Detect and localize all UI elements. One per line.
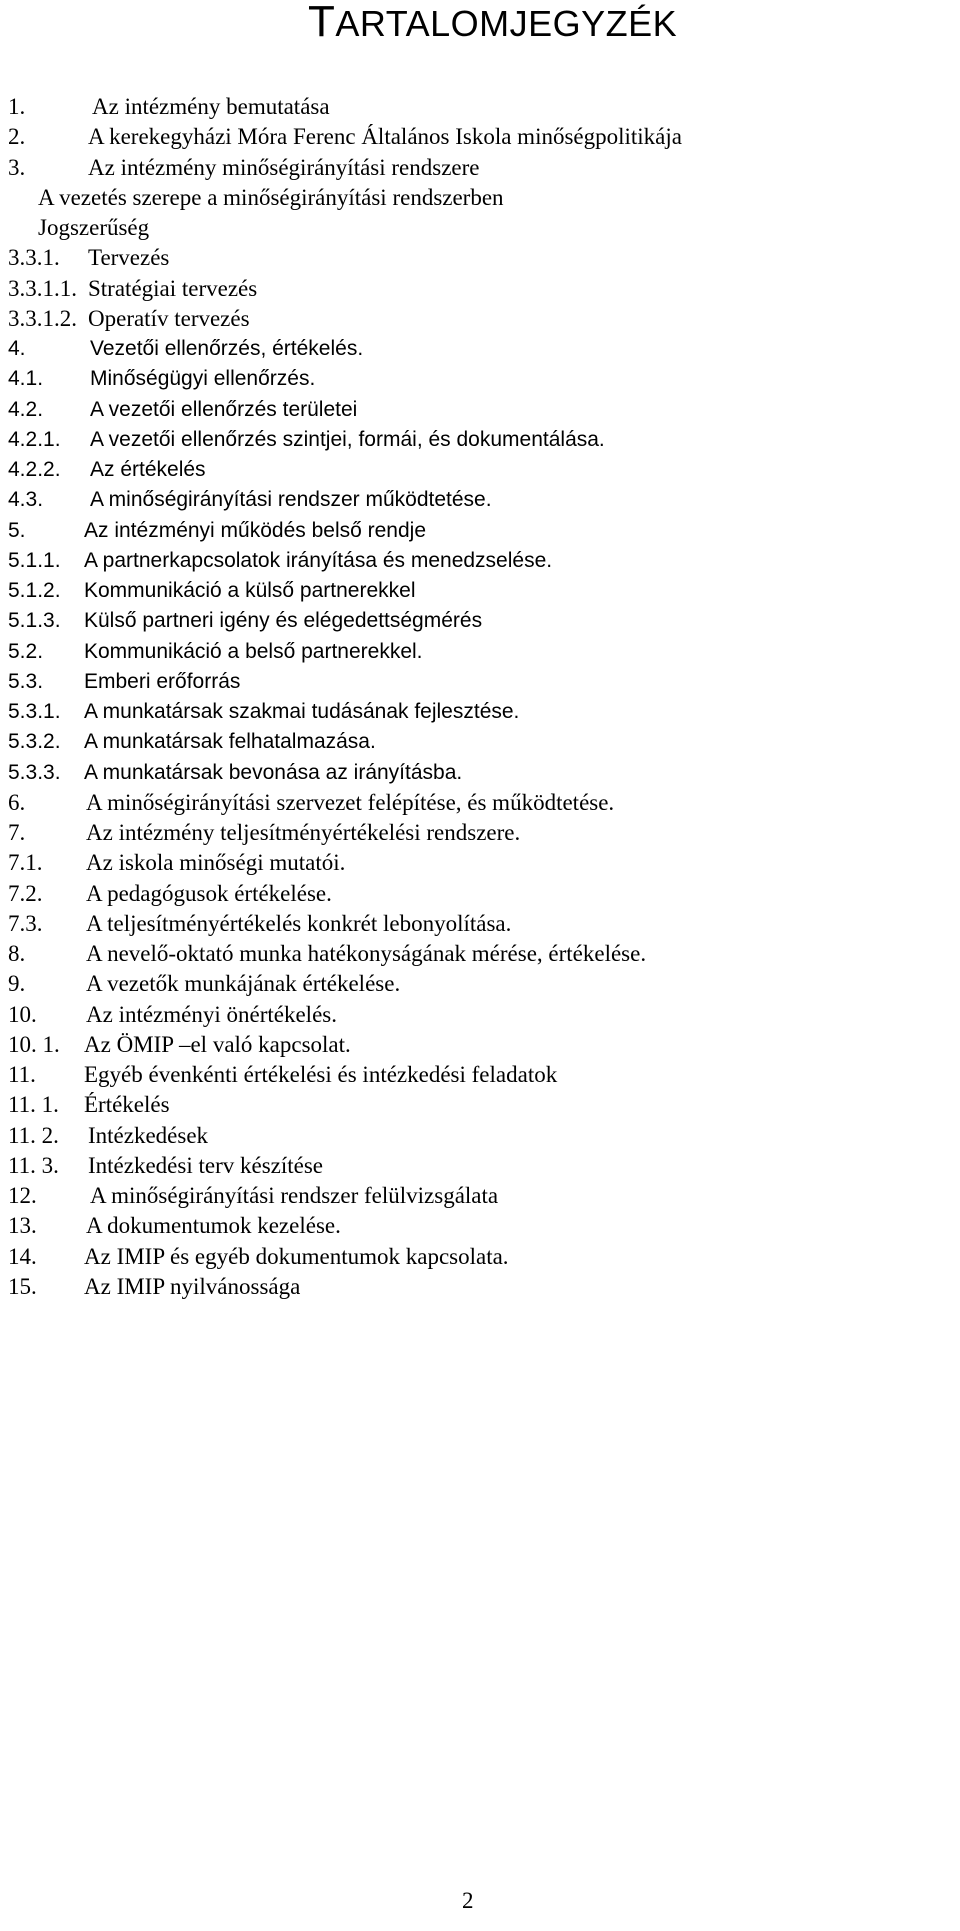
toc-entry bbox=[8, 334, 958, 364]
toc-entry-title: A munkatársak szakmai tudásának fejlesztése. bbox=[84, 700, 520, 723]
toc-entry-number: 1. bbox=[8, 94, 26, 119]
toc-entry-number: 8. bbox=[8, 941, 26, 966]
toc-entry bbox=[8, 213, 958, 243]
toc-entry bbox=[8, 818, 958, 848]
toc-entry bbox=[8, 879, 958, 909]
toc-entry-title: Intézkedések bbox=[88, 1122, 209, 1148]
toc-entry-title: A kerekegyházi Móra Ferenc Általános Iskola minőségpolitikája bbox=[88, 124, 682, 150]
toc-entry bbox=[8, 395, 958, 425]
toc-entry-title: Kommunikáció a külső partnerekkel bbox=[84, 579, 416, 602]
toc-entry bbox=[8, 1242, 958, 1272]
toc-entry-number: 5.1.3. bbox=[8, 609, 61, 633]
toc-entry-title: Az ÖMIP –el való kapcsolat. bbox=[84, 1031, 351, 1057]
toc-entry-number: 2. bbox=[8, 124, 26, 150]
toc-entry-title: A vezetők munkájának értékelése. bbox=[86, 971, 401, 997]
toc-entry-number: 5.1.1. bbox=[8, 548, 61, 572]
toc-entry-title: A minőségirányítási rendszer felülvizsgálata bbox=[90, 1183, 499, 1208]
toc-entry-number: 13. bbox=[8, 1213, 37, 1239]
toc-entry-title: Az értékelés bbox=[90, 458, 206, 481]
toc-entry-number: 12. bbox=[8, 1183, 37, 1208]
toc-entry bbox=[8, 727, 958, 757]
toc-entry-title: Jogszerűség bbox=[38, 215, 150, 240]
toc-entry-title: Egyéb évenkénti értékelési és intézkedési feladatok bbox=[84, 1062, 558, 1087]
toc-entry bbox=[8, 697, 958, 727]
toc-entry-number: 3.3.1.2. bbox=[8, 305, 77, 331]
toc-entry-number: 5.3. bbox=[8, 669, 44, 693]
toc-entry-title: A partnerkapcsolatok irányítása és menedzselése. bbox=[84, 548, 553, 572]
toc-entry bbox=[8, 1060, 958, 1090]
toc-entry bbox=[8, 546, 958, 576]
toc-entry-number: 4.3. bbox=[8, 488, 44, 512]
toc-entry bbox=[8, 122, 958, 152]
toc-entry-number: 6. bbox=[8, 789, 26, 815]
toc-entry-title: A nevelő-oktató munka hatékonyságának mérése, értékelése. bbox=[86, 941, 647, 966]
toc-entry-title: Az intézményi önértékelés. bbox=[86, 1001, 337, 1027]
toc-entry-number: 4. bbox=[8, 337, 26, 360]
toc-entry-number: 15. bbox=[8, 1273, 37, 1299]
toc-entry bbox=[8, 1151, 958, 1181]
toc-entry bbox=[8, 1121, 958, 1151]
toc-entry-title: Az IMIP nyilvánossága bbox=[84, 1273, 301, 1299]
toc-entry bbox=[8, 1211, 958, 1241]
toc-entry-title: A vezetői ellenőrzés szintjei, formái, és dokumentálása. bbox=[90, 427, 605, 451]
toc-entry-number: 3.3.1. bbox=[8, 245, 60, 271]
toc-entry bbox=[8, 606, 958, 636]
toc-entry-number: 5. bbox=[8, 518, 26, 542]
toc-entry bbox=[8, 788, 958, 818]
toc-entry-number: 7.3. bbox=[8, 910, 43, 936]
toc-entry-number: 3. bbox=[8, 154, 26, 180]
page-title bbox=[308, 0, 677, 46]
toc-entry-number: 5.1.2. bbox=[8, 579, 61, 602]
toc-entry-title: A pedagógusok értékelése. bbox=[86, 880, 332, 906]
toc-entry-number: 4.1. bbox=[8, 367, 44, 391]
toc-entry-title: Intézkedési terv készítése bbox=[88, 1152, 323, 1178]
toc-entry-number: 4.2.1. bbox=[8, 427, 61, 451]
toc-entry-title: A minőségirányítási szervezet felépítése, és működtetése. bbox=[86, 789, 615, 815]
toc-entry-title: Stratégiai tervezés bbox=[88, 275, 258, 301]
toc-entry-number: 11. 3. bbox=[8, 1152, 59, 1178]
toc-entry-number: 3.3.1.1. bbox=[8, 275, 77, 301]
toc-entry-number: 4.2. bbox=[8, 397, 44, 421]
toc-entry bbox=[8, 1090, 958, 1120]
toc-entry bbox=[8, 243, 958, 273]
toc-entry-title: Operatív tervezés bbox=[88, 305, 250, 331]
toc-entry-number: 7. bbox=[8, 820, 26, 845]
toc-entry bbox=[8, 485, 958, 515]
toc-entry bbox=[8, 969, 958, 999]
toc-entry-title: A dokumentumok kezelése. bbox=[86, 1213, 341, 1239]
toc-entry-title: Kommunikáció a belső partnerekkel. bbox=[84, 639, 423, 663]
toc-entry-number: 5.2. bbox=[8, 639, 44, 663]
toc-entry-number: 11. bbox=[8, 1062, 36, 1087]
toc-entry-title: Emberi erőforrás bbox=[84, 669, 241, 693]
toc-entry-number: 14. bbox=[8, 1243, 37, 1269]
toc-entry bbox=[8, 637, 958, 667]
toc-entry bbox=[8, 1030, 958, 1060]
page-number: 2 bbox=[462, 1888, 474, 1913]
toc-entry-title: Vezetői ellenőrzés, értékelés. bbox=[90, 337, 364, 360]
toc-entry-title: Az intézmény bemutatása bbox=[92, 94, 330, 119]
toc-entry-title: A vezetői ellenőrzés területei bbox=[90, 397, 358, 421]
toc-entry-number: 5.3.2. bbox=[8, 730, 61, 754]
toc-entry-number: 9. bbox=[8, 971, 26, 997]
toc-entry-title: Az intézmény minőségirányítási rendszere bbox=[88, 154, 480, 180]
toc-entry-title: Az intézményi működés belső rendje bbox=[84, 518, 427, 542]
toc-entry-title: Az intézmény teljesítményértékelési rendszere. bbox=[86, 820, 521, 845]
toc-entry-title: Értékelés bbox=[84, 1092, 170, 1118]
toc-entry-title: Tervezés bbox=[88, 245, 170, 271]
toc-entry-number: 7.1. bbox=[8, 850, 43, 876]
toc-entry-number: 7.2. bbox=[8, 880, 43, 906]
toc-entry-number: 4.2.2. bbox=[8, 458, 61, 481]
toc-entry-title: Minőségügyi ellenőrzés. bbox=[90, 367, 316, 391]
table-of-contents bbox=[8, 92, 958, 1302]
toc-entry bbox=[8, 425, 958, 455]
toc-entry bbox=[8, 274, 958, 304]
toc-entry-title: A teljesítményértékelés konkrét lebonyolítása. bbox=[86, 910, 512, 936]
toc-entry-title: Külső partneri igény és elégedettségmérés bbox=[84, 609, 483, 633]
toc-entry bbox=[8, 153, 958, 183]
toc-entry-number: 5.3.1. bbox=[8, 700, 61, 723]
toc-entry bbox=[8, 183, 958, 213]
toc-entry-title: A vezetés szerepe a minőségirányítási rendszerben bbox=[38, 184, 504, 210]
toc-entry-number: 5.3.3. bbox=[8, 760, 61, 784]
toc-entry bbox=[8, 1181, 958, 1211]
toc-entry bbox=[8, 848, 958, 878]
toc-entry bbox=[8, 92, 958, 122]
toc-entry-number: 10. bbox=[8, 1001, 37, 1027]
toc-entry bbox=[8, 667, 958, 697]
toc-entry bbox=[8, 939, 958, 969]
toc-entry bbox=[8, 1272, 958, 1302]
toc-entry bbox=[8, 909, 958, 939]
toc-entry-number: 11. 2. bbox=[8, 1122, 59, 1148]
toc-entry-title: A munkatársak bevonása az irányításba. bbox=[84, 760, 463, 784]
toc-entry bbox=[8, 455, 958, 485]
page-title-initial: T bbox=[308, 0, 336, 46]
toc-entry bbox=[8, 1000, 958, 1030]
toc-entry-title: A minőségirányítási rendszer működtetése. bbox=[90, 488, 492, 512]
page-title-rest: ARTALOMJEGYZÉK bbox=[335, 3, 678, 44]
toc-entry bbox=[8, 516, 958, 546]
toc-entry bbox=[8, 758, 958, 788]
toc-entry bbox=[8, 304, 958, 334]
toc-entry-title: Az IMIP és egyéb dokumentumok kapcsolata. bbox=[84, 1243, 509, 1269]
toc-entry-number: 10. 1. bbox=[8, 1031, 60, 1057]
toc-entry-title: Az iskola minőségi mutatói. bbox=[86, 850, 346, 876]
toc-entry bbox=[8, 576, 958, 606]
toc-entry-number: 11. 1. bbox=[8, 1092, 59, 1118]
toc-entry bbox=[8, 364, 958, 394]
toc-entry-title: A munkatársak felhatalmazása. bbox=[84, 730, 376, 754]
